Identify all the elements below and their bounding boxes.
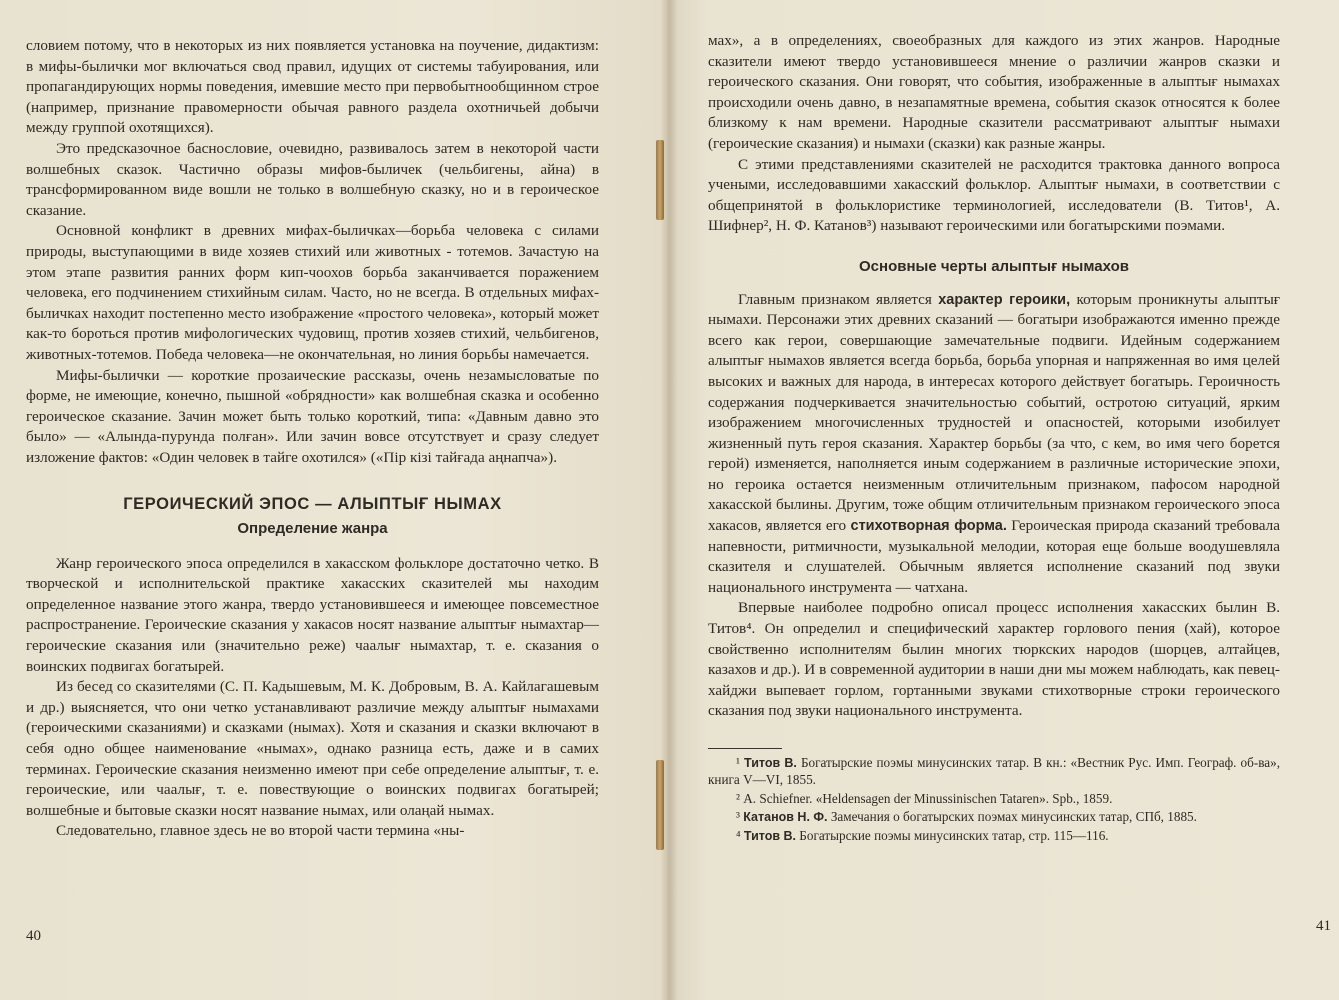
footnote-rule — [708, 748, 782, 749]
paragraph — [708, 290, 1280, 599]
right-page — [668, 0, 1339, 1000]
footnotes — [708, 755, 1280, 845]
footnote-author: Титов В. — [744, 756, 797, 770]
footnote-text: Богатырские поэмы минусинских татар. В кн.: «Вестник Рус. Имп. Географ. об-ва», книга V—VI, 1855. — [708, 755, 1281, 787]
left-page-text — [26, 36, 599, 842]
paragraph: Это предсказочное баснословие, очевидно, развивалось затем в некоторой части волшебных сказок. Частично образы мифов-быличек (чельбигены, айна) в трансформированном виде вошли не только в волшебную сказку, но и в героическое сказание. — [26, 139, 599, 219]
staple — [656, 760, 664, 850]
paragraph: Из бесед со сказителями (С. П. Кадышевым, М. К. Добровым, В. А. Кайлагашевым и др.) выясняется, что они четко устанавливают различие между алыптығ нымахами (героическими сказаниями) и сказками (нымах). Хотя и сказания и сказки включают в себя одно общее наименование «нымах», однако разница есть, даже и в самих терминах. Героические сказания неизменно имеют при себе определение алыптығ, т. е. героические, или чаалығ, т. е. повествующие о воинских подвигах богатырей; волшебные и бытовые сказки носят название нымах, или олаңай нымах. — [26, 678, 599, 819]
paragraph: словием потому, что в некоторых из них появляется установка на поучение, дидактизм: в мифы-былички мог включаться свод правил, идущих от системы табуирования, или пропагандирующих нормы поведения, имевшие место при первобытнообщинном строе (например, признание правомерности обычая равного раздела охотничьей добычи между группой охотящихся). — [26, 37, 599, 137]
left-page — [0, 0, 668, 1000]
section-heading: ГЕРОИЧЕСКИЙ ЭПОС — АЛЫПТЫҒ НЫМАХ — [123, 495, 502, 514]
emphasis: характер героики, — [938, 291, 1071, 308]
right-page-text — [708, 31, 1280, 847]
footnote-text: Богатырские поэмы минусинских татар, стр. 115—116. — [796, 828, 1109, 844]
page-number: 41 — [1316, 918, 1331, 934]
paragraph: Основной конфликт в древних мифах-быличках—борьба человека с силами природы, выступающими в виде хозяев стихий или животных - тотемов. Зачастую на этом этапе развития ранних форм кип-чоохов борьба заканчивается поражением человека, его подчинением стихийным силам. Часто, но не всегда. В отдельных мифах-быличках находит постепенно место изображение «простого человека», который может как-то бороться против мифологических чудовищ, против хозяев стихий, чельбигенов, животных-тотемов. Победа человека—не окончательная, но линия борьбы намечается. — [26, 222, 599, 363]
paragraph: Следовательно, главное здесь не во второй части термина «ны- — [56, 822, 465, 840]
subsection-heading: Определение жанра — [237, 520, 388, 538]
paragraph: мах», а в определениях, своеобразных для каждого из этих жанров. Народные сказители имеют твердо установившееся мнение о различии жанров сказки и героического сказания. Они говорят, что события, изображенные в алыптығ нымахах происходили очень давно, в незапамятные времена, события сказок относятся к более близкому к нам времени. Народные сказители рассматривают алыптығ нымахи (героические сказания) и нымахи (сказки) как разные жанры. — [708, 32, 1280, 152]
footnote-author: Катанов Н. Ф. — [743, 810, 828, 825]
text-run: Героическая природа сказаний требовала напевности, ритмичности, музыкальной мелодии, которая еще больше воодушевляла сказителя и слушателей. Обычным является исполнение сказаний под звуки национального инструмента — чатхана. — [708, 517, 1280, 596]
emphasis: стихотворная форма. — [850, 518, 1007, 535]
footnote-author: Титов В. — [743, 829, 796, 844]
footnote — [708, 828, 1280, 845]
subsection-heading: Основные черты алыптығ нымахов — [859, 257, 1129, 275]
footnote-number: ¹ — [736, 755, 740, 770]
footnote-text: А. Schiefner. «Heldensagen der Minussinischen Tataren». Spb., 1859. — [743, 790, 1113, 806]
footnote-number: ⁴ — [736, 828, 741, 844]
page-number: 40 — [26, 928, 41, 944]
footnote — [708, 809, 1280, 826]
text-run: которым проникнуты алыптығ нымахи. Персонажи этих древних сказаний — богатыри изображаются именно прежде всего как герои, совершающие замечательные подвиги. Идейным содержанием алыптығ нымахов является всегда борьба, борьба упорная и напряженная во имя целей высоких и важных для народа, в интересах которого действует богатырь. Героичность содержания подчеркивается значительностью событий, остротою ситуаций, ярким изображением многочисленных трудностей и опасностей, которыми изобилует жизненный путь героя сказания. Характер борьбы (за что, с кем, во имя чего борется герой) изменяется, наполняется иным содержанием в различные исторические эпохи, но героика остается неизменным отличительным признаком, пафосом народной хакасской былины. Другим, тоже общим отличительным признаком героического эпоса хакасов, является его — [708, 290, 1280, 535]
paragraph: Впервые наиболее подробно описал процесс исполнения хакасских былин В. Титов⁴. Он определил и специфический характер горлового пения (хай), которое свойственно исполнителям былин многих тюркских народов (шорцев, алтайцев, казахов и др.). И в современной аудитории в наши дни мы можем наблюдать, как певец-хайджи выпевает горлом, гортанными звуками стихотворные строки героического сказания под звуки национального инструмента. — [708, 599, 1280, 720]
footnote-number: ³ — [736, 809, 740, 825]
paragraph: Жанр героического эпоса определился в хакасском фольклоре достаточно четко. В творческой и исполнительской практике хакасских сказителей мы находим определенное название этого жанра, твердо установившееся и имеющее повсеместное распространение. Героические сказания у хакасов носят название алыптығ нымахтар—героические сказания или (значительно реже) чаалығ нымахтар, т. е. сказания о воинских подвигах богатырей. — [26, 554, 599, 675]
paragraph: С этими представлениями сказителей не расходится трактовка данного вопроса учеными, исследовавшими хакасский фольклор. Алыптығ нымахи, в соответствии с общепринятой в фольклористике терминологией, исследователи (В. Титов¹, А. Шифнер², Н. Ф. Катанов³) называют героическими или богатырскими поэмами. — [708, 155, 1280, 235]
staple — [656, 140, 664, 220]
text-run: Главным признаком является — [738, 290, 939, 308]
footnote-number: ² — [736, 790, 740, 806]
footnote-text: Замечания о богатырских поэмах минусинских татар, СПб, 1885. — [827, 809, 1197, 825]
footnote — [708, 755, 1280, 789]
footnote — [708, 791, 1280, 808]
paragraph: Мифы-былички — короткие прозаические рассказы, очень незамысловатые по форме, не имеющие, конечно, пышной «обрядности» как волшебная сказка и особенно героическое сказание. Зачин может быть только короткий, типа: «Давным давно это было» — «Алында-пурунда полған». Или зачин вовсе отсутствует и сразу следует изложение фактов: «Один человек в тайге охотился» («Пір кізі тайғада аңнапча»). — [26, 366, 599, 466]
